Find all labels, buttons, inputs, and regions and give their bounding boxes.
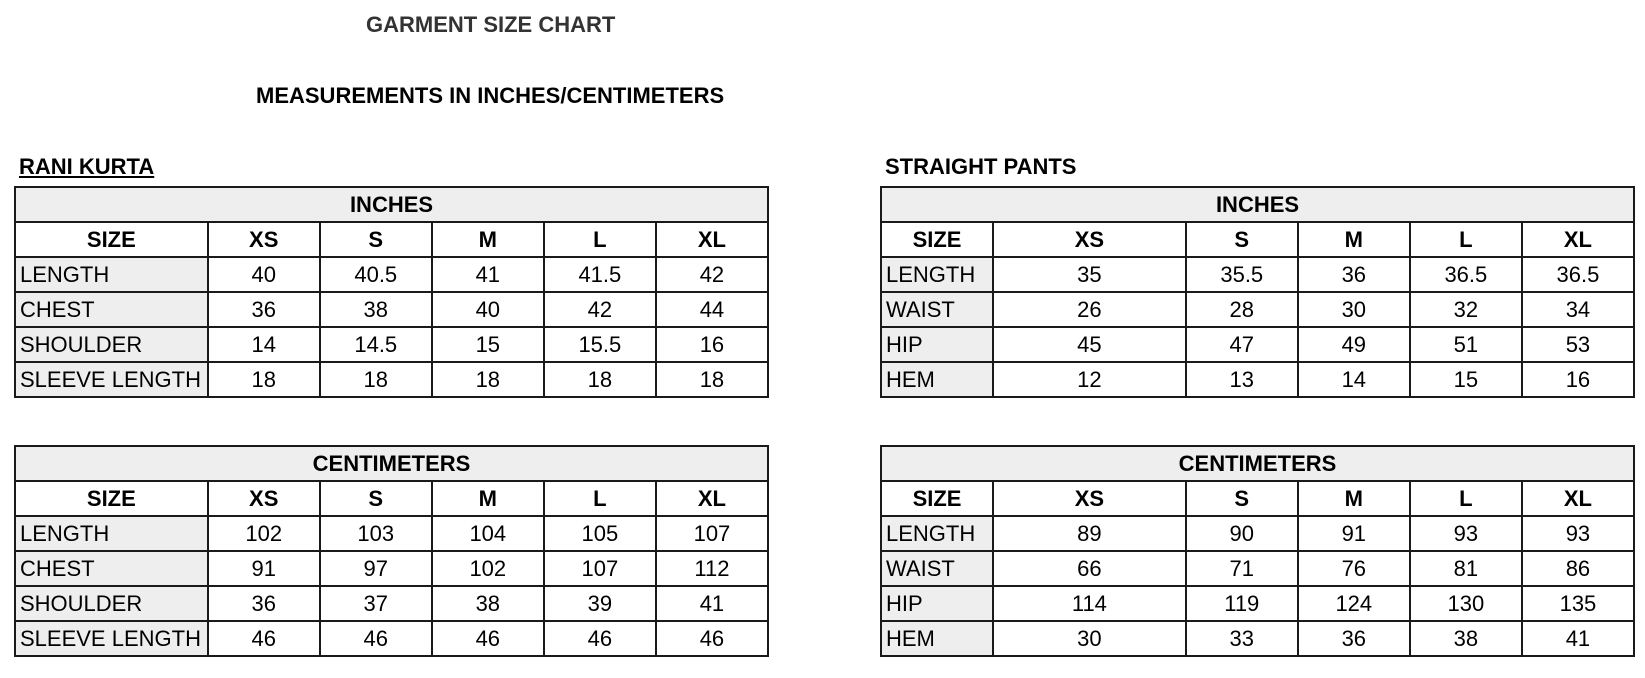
section-title-straight-pants: STRAIGHT PANTS — [885, 154, 1077, 179]
measurement-value: 86 — [1522, 551, 1634, 586]
measurement-value: 36.5 — [1522, 257, 1634, 292]
measurement-value: 18 — [544, 362, 656, 397]
measurement-value: 40.5 — [320, 257, 432, 292]
measurement-value: 46 — [656, 621, 768, 656]
measurement-value: 37 — [320, 586, 432, 621]
document-subtitle: MEASUREMENTS IN INCHES/CENTIMETERS — [256, 83, 725, 108]
measurement-value: 38 — [432, 586, 544, 621]
measurement-value: 107 — [656, 516, 768, 551]
table-row — [881, 551, 1634, 586]
size-table — [14, 186, 769, 398]
measurement-label: HIP — [881, 327, 993, 362]
measurement-value: 14 — [1298, 362, 1410, 397]
measurement-label: SLEEVE LENGTH — [15, 621, 208, 656]
section-title-rani-kurta: RANI KURTA — [19, 154, 155, 179]
size-header-cell: S — [320, 481, 432, 516]
size-header-cell: L — [544, 222, 656, 257]
measurement-value: 34 — [1522, 292, 1634, 327]
measurement-value: 102 — [432, 551, 544, 586]
table-row — [15, 551, 768, 586]
measurement-value: 124 — [1298, 586, 1410, 621]
measurement-value: 28 — [1186, 292, 1298, 327]
measurement-value: 93 — [1522, 516, 1634, 551]
table-row — [881, 257, 1634, 292]
table-row — [15, 292, 768, 327]
measurement-value: 49 — [1298, 327, 1410, 362]
size-header-cell: XL — [656, 481, 768, 516]
size-column-header: SIZE — [881, 222, 993, 257]
table-row — [15, 362, 768, 397]
measurement-value: 112 — [656, 551, 768, 586]
measurement-value: 107 — [544, 551, 656, 586]
size-column-header: SIZE — [881, 481, 993, 516]
measurement-value: 45 — [993, 327, 1186, 362]
measurement-value: 13 — [1186, 362, 1298, 397]
measurement-value: 114 — [993, 586, 1186, 621]
measurement-value: 16 — [656, 327, 768, 362]
measurement-value: 18 — [432, 362, 544, 397]
measurement-value: 104 — [432, 516, 544, 551]
measurement-label: CHEST — [15, 551, 208, 586]
measurement-value: 36 — [208, 586, 320, 621]
measurement-value: 14.5 — [320, 327, 432, 362]
size-header-cell: S — [1186, 481, 1298, 516]
measurement-label: HIP — [881, 586, 993, 621]
measurement-value: 36.5 — [1410, 257, 1522, 292]
measurement-value: 103 — [320, 516, 432, 551]
size-header-cell: L — [1410, 481, 1522, 516]
measurement-label: LENGTH — [15, 516, 208, 551]
measurement-value: 39 — [544, 586, 656, 621]
table-row — [881, 292, 1634, 327]
measurement-value: 41.5 — [544, 257, 656, 292]
size-table — [880, 186, 1635, 398]
measurement-label: SHOULDER — [15, 327, 208, 362]
measurement-value: 40 — [208, 257, 320, 292]
table-row — [881, 621, 1634, 656]
measurement-value: 18 — [208, 362, 320, 397]
size-header-row — [881, 222, 1634, 257]
size-header-row — [881, 481, 1634, 516]
size-table — [14, 445, 769, 657]
size-header-row — [15, 222, 768, 257]
measurement-value: 89 — [993, 516, 1186, 551]
measurement-value: 41 — [1522, 621, 1634, 656]
measurement-value: 102 — [208, 516, 320, 551]
measurement-value: 47 — [1186, 327, 1298, 362]
size-header-cell: M — [1298, 222, 1410, 257]
size-header-cell: XS — [208, 481, 320, 516]
measurement-value: 36 — [208, 292, 320, 327]
measurement-value: 30 — [1298, 292, 1410, 327]
size-header-cell: L — [544, 481, 656, 516]
size-column-header: SIZE — [15, 222, 208, 257]
measurement-value: 36 — [1298, 621, 1410, 656]
size-header-cell: M — [1298, 481, 1410, 516]
measurement-value: 135 — [1522, 586, 1634, 621]
measurement-value: 46 — [208, 621, 320, 656]
measurement-value: 93 — [1410, 516, 1522, 551]
measurement-value: 105 — [544, 516, 656, 551]
measurement-value: 14 — [208, 327, 320, 362]
size-header-cell: L — [1410, 222, 1522, 257]
measurement-value: 41 — [656, 586, 768, 621]
measurement-value: 32 — [1410, 292, 1522, 327]
unit-header: INCHES — [15, 187, 768, 222]
measurement-value: 30 — [993, 621, 1186, 656]
size-header-cell: XS — [208, 222, 320, 257]
size-header-row — [15, 481, 768, 516]
measurement-label: LENGTH — [881, 257, 993, 292]
measurement-value: 119 — [1186, 586, 1298, 621]
table-row — [881, 516, 1634, 551]
measurement-value: 15.5 — [544, 327, 656, 362]
measurement-value: 36 — [1298, 257, 1410, 292]
document-title: GARMENT SIZE CHART — [366, 12, 616, 37]
measurement-value: 91 — [208, 551, 320, 586]
measurement-value: 66 — [993, 551, 1186, 586]
table-row — [15, 586, 768, 621]
measurement-value: 40 — [432, 292, 544, 327]
measurement-label: HEM — [881, 362, 993, 397]
size-header-cell: M — [432, 222, 544, 257]
table-row — [881, 586, 1634, 621]
size-header-cell: XS — [993, 222, 1186, 257]
measurement-value: 18 — [656, 362, 768, 397]
unit-header: INCHES — [881, 187, 1634, 222]
measurement-value: 46 — [320, 621, 432, 656]
size-header-cell: XL — [1522, 222, 1634, 257]
measurement-label: SLEEVE LENGTH — [15, 362, 208, 397]
size-header-cell: S — [1186, 222, 1298, 257]
table-row — [15, 516, 768, 551]
measurement-value: 15 — [1410, 362, 1522, 397]
measurement-value: 90 — [1186, 516, 1298, 551]
table-row — [15, 327, 768, 362]
measurement-value: 51 — [1410, 327, 1522, 362]
measurement-value: 44 — [656, 292, 768, 327]
measurement-label: WAIST — [881, 292, 993, 327]
measurement-label: HEM — [881, 621, 993, 656]
unit-header: CENTIMETERS — [881, 446, 1634, 481]
measurement-value: 33 — [1186, 621, 1298, 656]
unit-header: CENTIMETERS — [15, 446, 768, 481]
measurement-value: 35 — [993, 257, 1186, 292]
measurement-value: 76 — [1298, 551, 1410, 586]
measurement-value: 42 — [544, 292, 656, 327]
measurement-label: CHEST — [15, 292, 208, 327]
table-row — [881, 362, 1634, 397]
measurement-value: 12 — [993, 362, 1186, 397]
measurement-value: 81 — [1410, 551, 1522, 586]
measurement-value: 97 — [320, 551, 432, 586]
measurement-value: 130 — [1410, 586, 1522, 621]
measurement-label: LENGTH — [881, 516, 993, 551]
measurement-value: 71 — [1186, 551, 1298, 586]
measurement-value: 46 — [544, 621, 656, 656]
measurement-value: 35.5 — [1186, 257, 1298, 292]
size-header-cell: M — [432, 481, 544, 516]
measurement-value: 16 — [1522, 362, 1634, 397]
size-header-cell: XL — [656, 222, 768, 257]
size-header-cell: XS — [993, 481, 1186, 516]
measurement-value: 38 — [1410, 621, 1522, 656]
size-table — [880, 445, 1635, 657]
measurement-value: 42 — [656, 257, 768, 292]
size-header-cell: S — [320, 222, 432, 257]
measurement-value: 53 — [1522, 327, 1634, 362]
measurement-value: 38 — [320, 292, 432, 327]
measurement-value: 15 — [432, 327, 544, 362]
measurement-value: 41 — [432, 257, 544, 292]
table-row — [15, 621, 768, 656]
table-row — [15, 257, 768, 292]
measurement-value: 18 — [320, 362, 432, 397]
table-row — [881, 327, 1634, 362]
measurement-label: WAIST — [881, 551, 993, 586]
measurement-label: SHOULDER — [15, 586, 208, 621]
measurement-label: LENGTH — [15, 257, 208, 292]
measurement-value: 26 — [993, 292, 1186, 327]
size-header-cell: XL — [1522, 481, 1634, 516]
size-column-header: SIZE — [15, 481, 208, 516]
measurement-value: 91 — [1298, 516, 1410, 551]
measurement-value: 46 — [432, 621, 544, 656]
